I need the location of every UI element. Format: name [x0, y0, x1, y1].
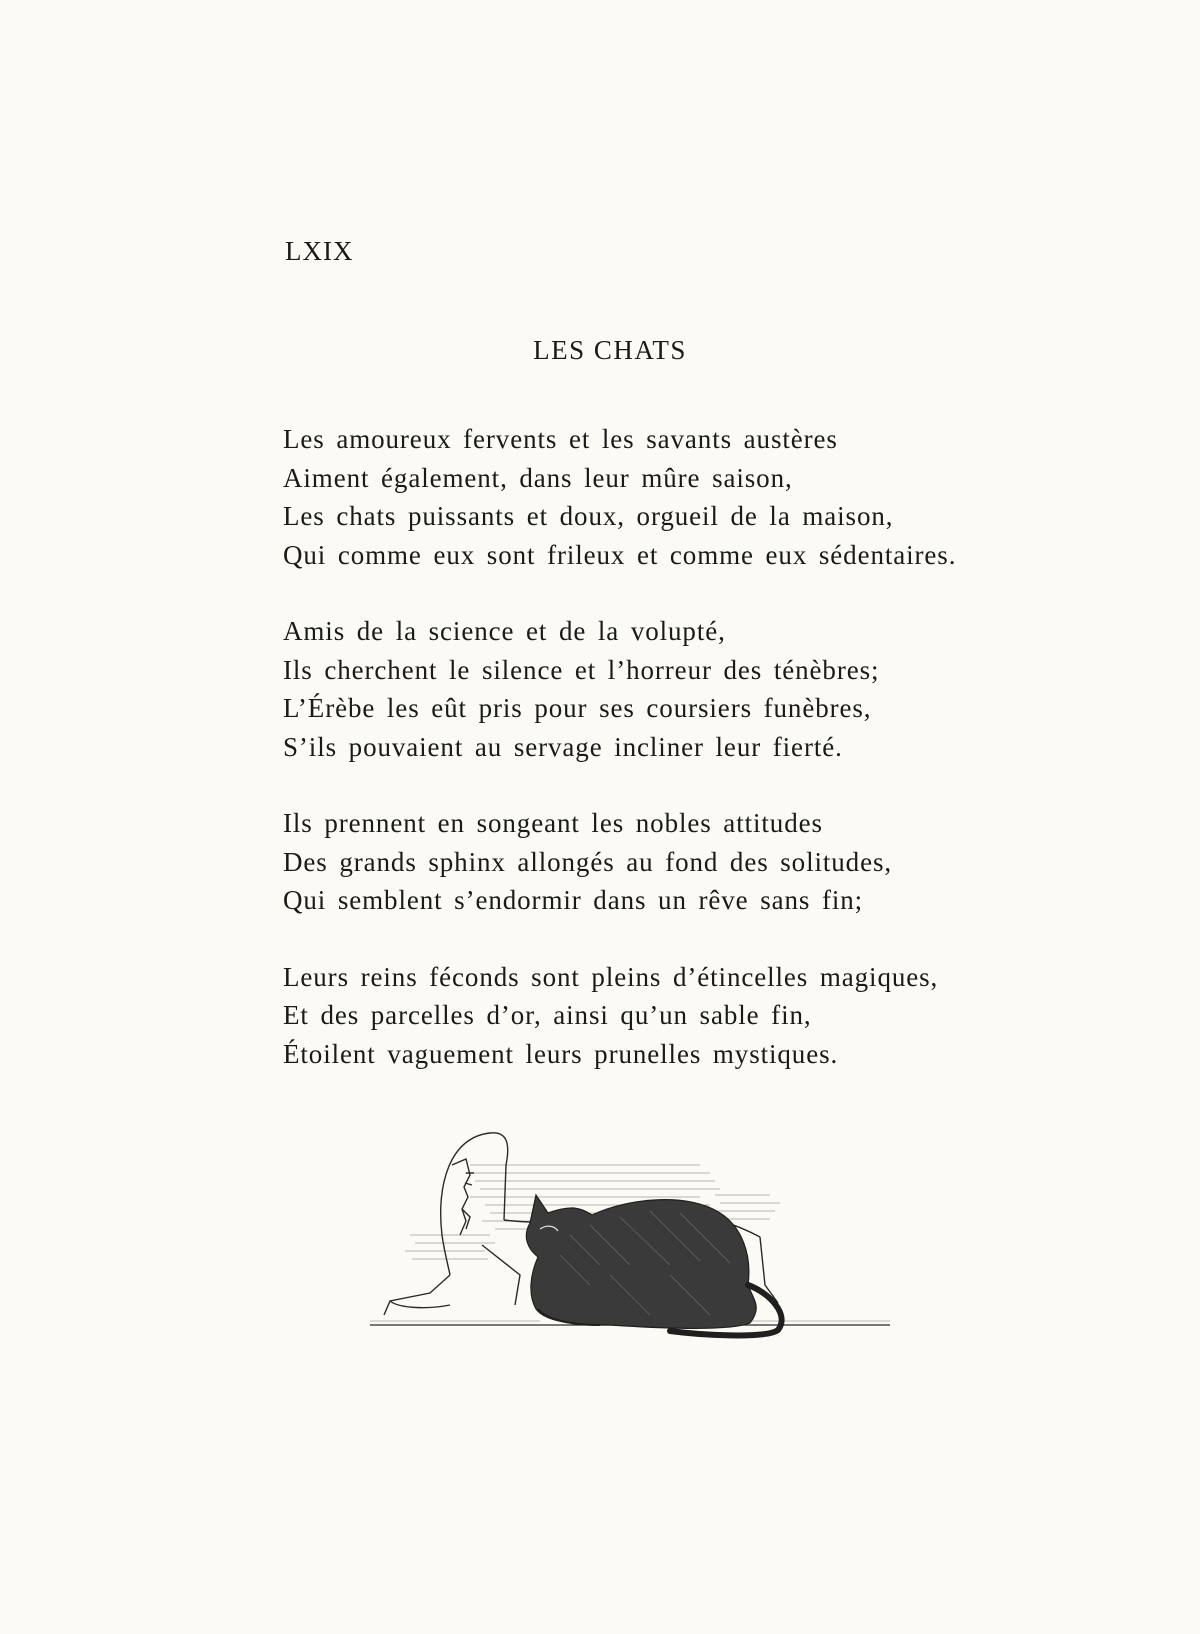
verse-line: Qui semblent s’endormir dans un rêve sans fin;	[283, 885, 864, 915]
stanza-3	[283, 804, 1043, 920]
poem-title: LES CHATS	[533, 335, 687, 365]
verse-line: Ils cherchent le silence et l’horreur des ténèbres;	[283, 654, 880, 685]
stanza-2	[283, 612, 1043, 766]
verse-line: Les amoureux fervents et les savants austères	[283, 424, 838, 454]
sphinx-cat-engraving	[370, 1125, 890, 1350]
verse-line: Les chats puissants et doux, orgueil de la maison,	[283, 501, 894, 531]
verse-line: L’Érèbe les eût pris pour ses coursiers funèbres,	[283, 693, 872, 723]
verse-line: Leurs reins féconds sont pleins d’étincelles magiques,	[283, 961, 939, 992]
stanza-1	[283, 420, 1043, 574]
verse-line: S’ils pouvaient au servage incliner leur fierté.	[283, 731, 843, 762]
verse-line: Étoilent vaguement leurs prunelles mystiques.	[283, 1038, 839, 1069]
verse-line: Et des parcelles d’or, ainsi qu’un sable fin,	[283, 1000, 812, 1030]
verse-line: Qui comme eux sont frileux et comme eux sédentaires.	[283, 539, 957, 570]
verse-line: Aiment également, dans leur mûre saison,	[283, 462, 793, 493]
poem-body	[283, 420, 1043, 1111]
cat-figure	[526, 1195, 781, 1335]
poem-number: LXIX	[285, 236, 354, 266]
verse-line: Ils prennent en songeant les nobles attitudes	[283, 808, 823, 838]
stanza-4	[283, 958, 1043, 1074]
verse-line: Des grands sphinx allongés au fond des solitudes,	[283, 846, 893, 877]
verse-line: Amis de la science et de la volupté,	[283, 616, 726, 646]
